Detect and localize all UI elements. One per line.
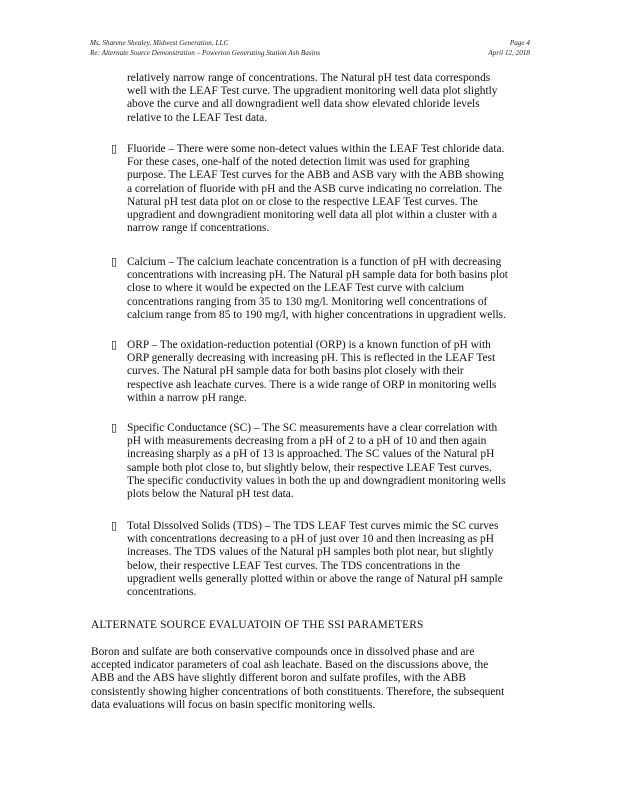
text-line: pH with measurements decreasing from a pH of 2 to a pH of 10 and then again [127, 435, 487, 448]
letter-header [90, 38, 530, 58]
bullet-marker: ▯ [111, 256, 118, 268]
text-line: The specific conductivity values in both the up and downgradient monitoring wells [127, 474, 506, 487]
text-line: below, their respective LEAF Test curves. The TDS concentrations in the [127, 559, 461, 572]
text-line: upgradient wells generally plotted within or above the range of Natural pH sample [127, 572, 503, 585]
bullet-marker: ▯ [111, 422, 118, 434]
text-line: concentrations with increasing pH. The Natural pH sample data for both basins plot [127, 269, 508, 282]
text-line: sample both plot close to, but slightly below, their respective LEAF Test curves. [127, 461, 492, 474]
text-line: plots below the Natural pH test data. [127, 488, 294, 501]
header-page-number: Page 4 [509, 39, 530, 47]
text-line: a correlation of fluoride with pH and the ASB curve indicating no correlation. The [127, 182, 502, 195]
tds-paragraph [127, 520, 503, 599]
text-line: ABB and the ABS have slightly different boron and sulfate profiles, with the ABB [91, 672, 466, 685]
bullet-marker: ▯ [111, 339, 118, 351]
text-line: Fluoride – There were some non-detect values within the LEAF Test chloride data. [127, 143, 505, 155]
text-line: well with the LEAF Test curve. The upgradient monitoring well data plot slightly [127, 85, 498, 98]
text-line: Natural pH test data plot on or close to the respective LEAF Test curves. The [127, 195, 478, 208]
text-line: within a narrow pH range. [127, 391, 247, 404]
header-subject: Re: Alternate Source Demonstration – Powerton Generating Station Ash Basins [90, 49, 321, 57]
text-line: close to where it would be expected on the LEAF Test curve with calcium [127, 282, 465, 295]
specific-conductance-paragraph [127, 422, 506, 501]
text-line: curves. The Natural pH sample data for both basins plot closely with their [127, 365, 464, 378]
text-line: data evaluations will focus on basin specific monitoring wells. [91, 698, 376, 711]
bullet-marker: ▯ [111, 520, 118, 532]
text-line: calcium range from 85 to 190 mg/l, with higher concentrations in upgradient wells. [127, 308, 506, 321]
text-line: Boron and sulfate are both conservative compounds once in dissolved phase and are [91, 646, 475, 658]
text-line: Calcium – The calcium leachate concentration is a function of pH with decreasing [127, 256, 502, 268]
text-line: ORP generally decreasing with increasing pH. This is reflected in the LEAF Test [127, 352, 496, 365]
text-line: increases. The TDS values of the Natural pH samples both plot near, but slightly [127, 546, 494, 559]
text-line: concentrations ranging from 35 to 130 mg/l. Monitoring well concentrations of [127, 295, 488, 308]
text-line: with concentrations decreasing to a pH of just over 10 and then increasing as pH [127, 533, 494, 546]
bullet-marker: ▯ [111, 143, 118, 155]
text-line: ORP – The oxidation-reduction potential (ORP) is a known function of pH with [127, 339, 491, 351]
text-line: relative to the LEAF Test data. [127, 111, 268, 124]
text-line: above the curve and all downgradient well data show elevated chloride levels [127, 98, 480, 111]
text-line: Specific Conductance (SC) – The SC measurements have a clear correlation with [127, 422, 498, 434]
text-line: consistently showing higher concentrations of both constituents. Therefore, the subsequent [91, 685, 505, 698]
header-date: April 12, 2018 [488, 49, 530, 57]
closing-paragraph [91, 646, 504, 712]
text-line: Total Dissolved Solids (TDS) – The TDS LEAF Test curves mimic the SC curves [127, 520, 499, 532]
text-line: increasing sharply as a pH of 13 is approached. The SC values of the Natural pH [127, 448, 495, 461]
text-line: respective ash leachate curves. There is a wide range of ORP in monitoring wells [127, 378, 497, 391]
text-line: upgradient and downgradient monitoring well data all plot within a cluster with a [127, 209, 498, 222]
calcium-paragraph [127, 256, 508, 322]
text-line: purpose. The LEAF Test curves for the ABB and ASB vary with the ABB showing [127, 169, 504, 182]
fluoride-paragraph [127, 143, 504, 235]
orp-paragraph [127, 339, 496, 405]
section-heading: ALTERNATE SOURCE EVALUATOIN OF THE SSI PARAMETERS [91, 619, 424, 631]
text-line: For these cases, one-half of the noted detection limit was used for graphing [127, 156, 470, 169]
text-line: accepted indicator parameters of coal ash leachate. Based on the discussions above, the [91, 659, 489, 672]
intro-paragraph [127, 72, 498, 125]
text-line: concentrations. [127, 586, 197, 599]
header-recipient: Ms. Sharene Shealey, Midwest Generation, LLC [90, 39, 229, 47]
text-line: relatively narrow range of concentrations. The Natural pH test data corresponds [127, 72, 491, 84]
text-line: narrow range if concentrations. [127, 222, 270, 235]
